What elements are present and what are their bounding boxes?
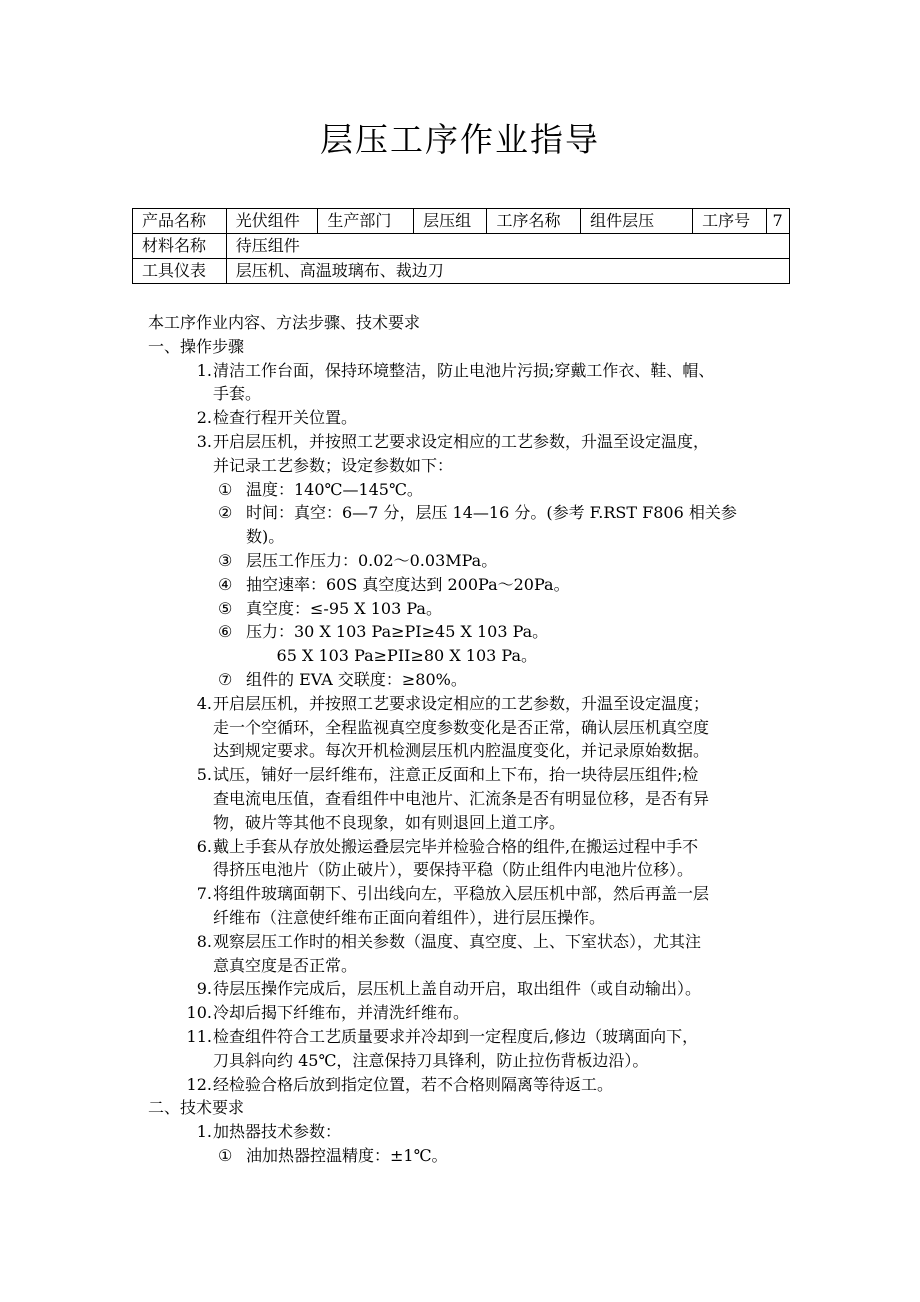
list-item-text: 物，破片等其他不良现象，如有则退回上道工序。 xyxy=(213,812,566,832)
list-item-number: 7. xyxy=(196,884,212,904)
list-item-number: 11. xyxy=(186,1026,212,1046)
table-cell: 工序名称 xyxy=(487,209,581,234)
list-item-text: 检查行程开关位置。 xyxy=(213,408,358,428)
list-item-number: 6. xyxy=(196,836,212,856)
table-cell: 工具仪表 xyxy=(133,259,227,284)
list-item-text: 试压，铺好一层纤维布，注意正反面和上下布，抬一块待层压组件;检 xyxy=(213,765,699,785)
list-item-text: 冷却后揭下纤维布，并清洗纤维布。 xyxy=(213,1003,470,1023)
list-item-line xyxy=(148,882,798,906)
list-item-line xyxy=(148,930,798,954)
list-item-line xyxy=(148,1025,798,1049)
list-item-line xyxy=(148,906,798,930)
list-item-text: 压力：30 X 103 Pa≥PI≥45 X 103 Pa。 xyxy=(246,622,549,642)
list-item-text: 开启层压机，并按照工艺要求设定相应的工艺参数，升温至设定温度； xyxy=(213,693,710,713)
list-item-line xyxy=(148,549,798,573)
list-item-text: 清洁工作台面，保持环境整洁，防止电池片污损;穿戴工作衣、鞋、帽、 xyxy=(213,360,715,380)
list-item-number: ⑤ xyxy=(218,598,233,618)
list-item-number: 3. xyxy=(196,431,212,451)
list-item-line xyxy=(148,716,798,740)
list-item-number: 2. xyxy=(196,408,212,428)
list-item-number: 9. xyxy=(196,979,212,999)
product-info-table xyxy=(132,208,790,284)
list-item-line xyxy=(148,787,798,811)
list-item-text: 纤维布（注意使纤维布正面向着组件），进行层压操作。 xyxy=(213,907,606,927)
table-cell: 材料名称 xyxy=(133,234,227,259)
list-item-line xyxy=(148,954,798,978)
intro-text: 本工序作业内容、方法步骤、技术要求 xyxy=(148,313,421,332)
list-item-line xyxy=(148,1144,798,1168)
section-heading: 一、操作步骤 xyxy=(148,336,245,356)
list-item-line xyxy=(148,430,798,454)
list-item-line xyxy=(148,573,798,597)
list-item-number: 10. xyxy=(186,1003,212,1023)
table-cell: 层压组 xyxy=(414,209,487,234)
table-row xyxy=(133,209,790,234)
list-item-text: 真空度：≤-95 X 103 Pa。 xyxy=(246,598,442,618)
list-item-text: 观察层压工作时的相关参数（温度、真空度、上、下室状态），尤其注 xyxy=(213,931,702,951)
list-item-text: 组件的 EVA 交联度：≥80%。 xyxy=(246,669,467,689)
section-heading: 二、技术要求 xyxy=(148,1098,245,1118)
list-item-line xyxy=(148,597,798,621)
table-cell: 工序号 xyxy=(693,209,766,234)
list-item-line xyxy=(148,668,798,692)
list-item-line xyxy=(148,977,798,1001)
table-cell: 组件层压 xyxy=(581,209,693,234)
list-item-number: 4. xyxy=(196,693,212,713)
list-item-line xyxy=(148,692,798,716)
document-body xyxy=(148,311,798,1168)
list-item-number: 1. xyxy=(196,360,212,380)
table-cell: 7 xyxy=(766,209,790,234)
list-item-text: 抽空速率：60S 真空度达到 200Pa～20Pa。 xyxy=(246,574,570,594)
list-item-line xyxy=(148,359,798,383)
list-item-line xyxy=(148,1120,798,1144)
list-item-text: 得挤压电池片（防止破片），要保持平稳（防止组件内电池片位移）。 xyxy=(213,860,694,880)
table-cell: 产品名称 xyxy=(133,209,227,234)
list-item-line xyxy=(148,1001,798,1025)
list-item-text: 加热器技术参数： xyxy=(213,1122,342,1142)
table-row xyxy=(133,234,790,259)
text-line xyxy=(148,1096,798,1120)
table-cell: 层压机、高温玻璃布、裁边刀 xyxy=(226,259,789,284)
list-item-text: 检查组件符合工艺质量要求并冷却到一定程度后,修边（玻璃面向下， xyxy=(213,1026,699,1046)
list-item-line xyxy=(148,1073,798,1097)
list-item-text: 戴上手套从存放处搬运叠层完毕并检验合格的组件,在搬运过程中手不 xyxy=(213,836,699,856)
list-item-number: ⑦ xyxy=(218,669,233,689)
list-item-text: 达到规定要求。每次开机检测层压机内腔温度变化，并记录原始数据。 xyxy=(213,741,710,761)
list-item-line xyxy=(148,1049,798,1073)
text-line xyxy=(148,335,798,359)
list-item-text: 开启层压机，并按照工艺要求设定相应的工艺参数，升温至设定温度， xyxy=(213,431,710,451)
list-item-line xyxy=(148,478,798,502)
table-cell: 生产部门 xyxy=(318,209,414,234)
list-item-line xyxy=(148,811,798,835)
list-item-line xyxy=(148,501,798,525)
list-item-number: ③ xyxy=(218,550,233,570)
list-item-line xyxy=(148,525,798,549)
list-item-text: 数)。 xyxy=(246,527,285,547)
table-cell: 光伏组件 xyxy=(226,209,318,234)
list-item-number: 12. xyxy=(186,1074,212,1094)
list-item-number: 1. xyxy=(196,1122,212,1142)
list-item-line xyxy=(148,739,798,763)
list-item-number: ① xyxy=(218,479,233,499)
list-item-text: 温度：140℃—145℃。 xyxy=(246,479,423,499)
list-item-text: 查电流电压值，查看组件中电池片、汇流条是否有明显位移，是否有异 xyxy=(213,788,710,808)
list-item-text: 油加热器控温精度：±1℃。 xyxy=(246,1145,448,1165)
list-item-text: 手套。 xyxy=(213,384,262,404)
text-line xyxy=(148,311,798,335)
list-item-line xyxy=(148,763,798,787)
list-item-line xyxy=(148,406,798,430)
table-row xyxy=(133,259,790,284)
list-item-text: 走一个空循环，全程监视真空度参数变化是否正常，确认层压机真空度 xyxy=(213,717,710,737)
list-item-line xyxy=(148,644,798,668)
list-item-number: 8. xyxy=(196,931,212,951)
list-item-line xyxy=(148,454,798,478)
list-item-number: ① xyxy=(218,1145,233,1165)
list-item-text: 刀具斜向约 45℃，注意保持刀具锋利，防止拉伤背板边沿）。 xyxy=(213,1050,649,1070)
list-item-number: ④ xyxy=(218,574,233,594)
list-item-text: 意真空度是否正常。 xyxy=(213,955,358,975)
list-item-text: 层压工作压力：0.02～0.03MPa。 xyxy=(246,550,498,570)
list-item-number: ② xyxy=(218,503,233,523)
list-item-line xyxy=(148,858,798,882)
list-item-text: 将组件玻璃面朝下、引出线向左，平稳放入层压机中部，然后再盖一层 xyxy=(213,884,710,904)
list-item-line xyxy=(148,835,798,859)
list-item-text: 经检验合格后放到指定位置，若不合格则隔离等待返工。 xyxy=(213,1074,614,1094)
list-item-text: 65 X 103 Pa≥PII≥80 X 103 Pa。 xyxy=(246,646,538,666)
list-item-line xyxy=(148,382,798,406)
list-item-number: 5. xyxy=(196,765,212,785)
table-cell: 待压组件 xyxy=(226,234,789,259)
page-title: 层压工序作业指导 xyxy=(320,120,600,159)
list-item-text: 待层压操作完成后，层压机上盖自动开启，取出组件（或自动输出）。 xyxy=(213,979,702,999)
list-item-text: 时间：真空：6—7 分，层压 14—16 分。(参考 F.RST F806 相关参 xyxy=(246,503,737,523)
list-item-number: ⑥ xyxy=(218,622,233,642)
list-item-text: 并记录工艺参数；设定参数如下： xyxy=(213,455,454,475)
list-item-line xyxy=(148,620,798,644)
